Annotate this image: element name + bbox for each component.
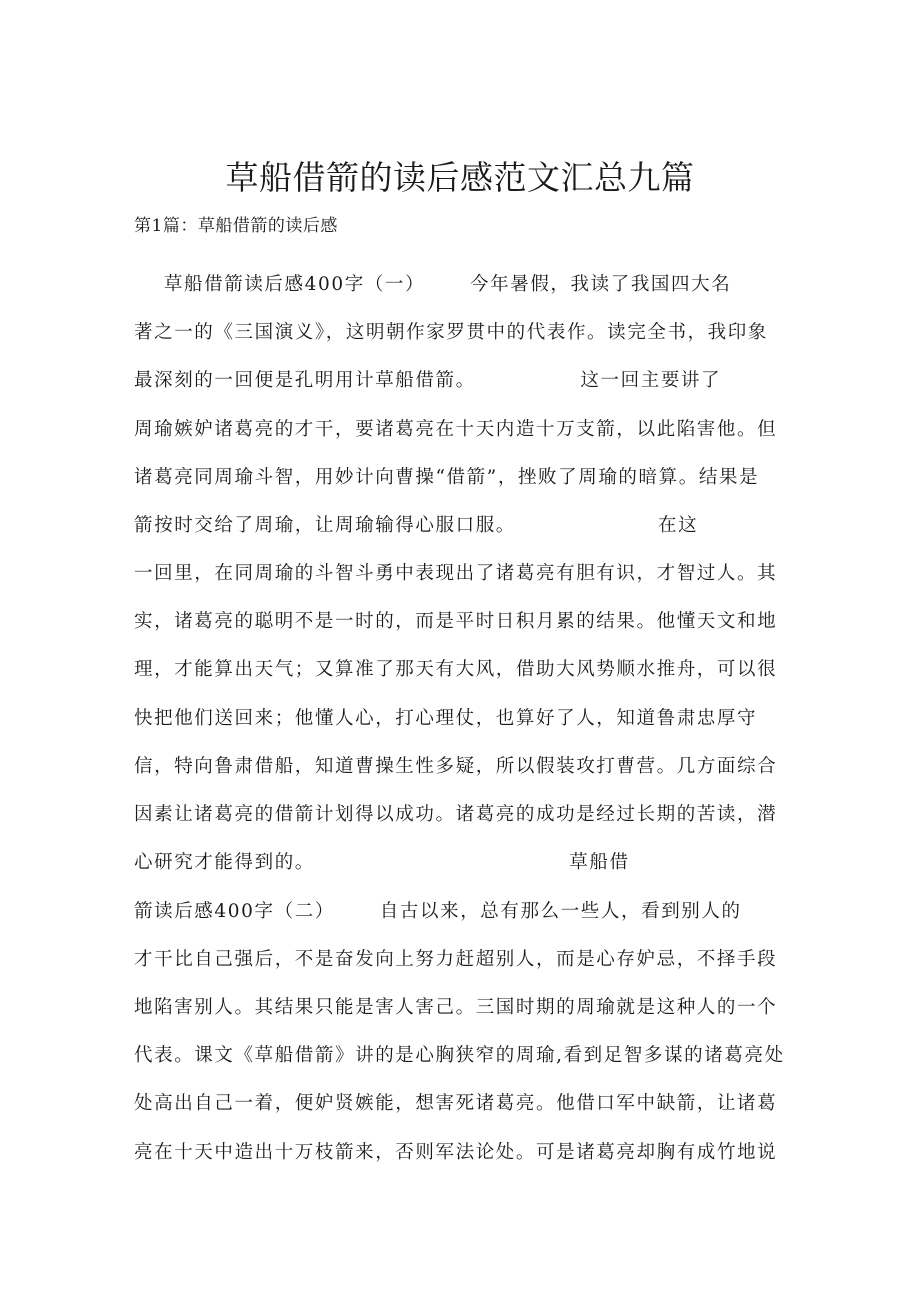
text-line: 著之一的《三国演义》，这明朝作家罗贯中的代表作。读完全书，我印象 — [134, 322, 768, 343]
text-line: 才干比自己强后，不是奋发向上努力赶超别人，而是心存妒忌，不择手段 — [134, 949, 778, 970]
text-line: 快把他们送回来；他懂人心，打心理仗，也算好了人，知道鲁肃忠厚守 — [134, 708, 758, 729]
text-line: 实，诸葛亮的聪明不是一时的，而是平时日积月累的结果。他懂天文和地 — [134, 611, 778, 632]
text-line: 信，特向鲁肃借船，知道曹操生性多疑，所以假装攻打曹营。几方面综合 — [134, 756, 778, 777]
text-line: 箭按时交给了周瑜，让周瑜输得心服口服。 在这 — [134, 515, 699, 536]
text-line: 亮在十天中造出十万枝箭来，否则军法论处。可是诸葛亮却胸有成竹地说 — [134, 1142, 778, 1163]
text-line: 最深刻的一回便是孔明用计草船借箭。 这一回主要讲了 — [134, 370, 722, 391]
document-title: 草船借箭的读后感范文汇总九篇 — [225, 158, 695, 197]
text-line: 地陷害别人。其结果只能是害人害己。三国时期的周瑜就是这种人的一个 — [134, 997, 778, 1018]
text-line: 草船借箭读后感400字（一） 今年暑假，我读了我国四大名 — [134, 274, 732, 295]
text-line: 箭读后感400字（二） 自古以来，总有那么一些人，看到别人的 — [134, 901, 742, 922]
text-line: 诸葛亮同周瑜斗智，用妙计向曹操“借箭”，挫败了周瑜的暗算。结果是 — [134, 467, 760, 488]
text-line: 因素让诸葛亮的借箭计划得以成功。诸葛亮的成功是经过长期的苦读，潜 — [134, 804, 778, 825]
text-line: 心研究才能得到的。 草船借 — [134, 852, 630, 873]
text-line: 周瑜嫉妒诸葛亮的才干，要诸葛亮在十天内造十万支箭，以此陷害他。但 — [134, 419, 778, 440]
text-line: 一回里，在同周瑜的斗智斗勇中表现出了诸葛亮有胆有识，才智过人。其 — [134, 563, 778, 584]
text-line: 理，才能算出天气；又算准了那天有大风，借助大风势顺水推舟，可以很 — [134, 659, 778, 680]
section-heading: 第1篇：草船借箭的读后感 — [134, 216, 338, 236]
text-line: 代表。课文《草船借箭》讲的是心胸狭窄的周瑜,看到足智多谋的诸葛亮处 — [134, 1045, 785, 1066]
text-line: 处高出自己一着，便妒贤嫉能，想害死诸葛亮。他借口军中缺箭，让诸葛 — [134, 1093, 778, 1114]
